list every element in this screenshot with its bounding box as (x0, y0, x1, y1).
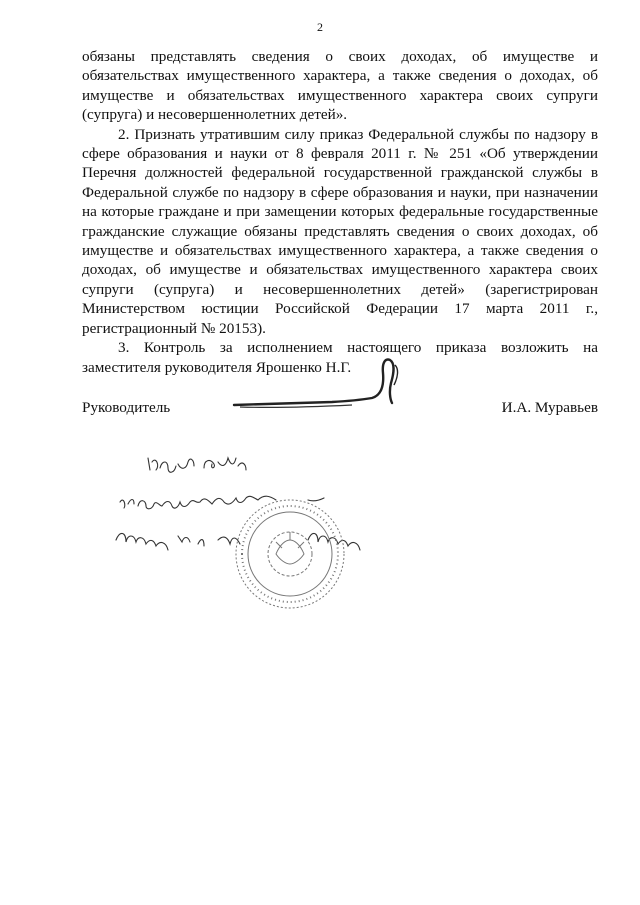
document-body (82, 47, 598, 377)
signature-block (82, 399, 598, 419)
page-number: 2 (317, 20, 323, 34)
signatory-title: Руководитель (82, 399, 171, 416)
signatory-name: И.А. Муравьев (501, 399, 598, 416)
official-seal-icon (232, 496, 348, 612)
paragraph-item-2: 2. Признать утратившим силу приказ Федеральной службы по надзору в сфере образования и науки от 8 февраля 2011 г. № 251 «Об утверждении Перечня должностей федеральной государственной гражданской службы в Федеральной службе по надзору в сфере образования и науки, при назначении на которые граждане и при замещении которых федеральные государственные гражданские служащие обязаны представлять сведения о своих доходах, об имуществе и обязательствах имущественного характера, а также сведения о доходах, об имуществе и обязательствах имущественного характера своих супруги (супруга) и несовершеннолетних детей» (зарегистрирован Министерством юстиции Российской Федерации 17 марта 2011 г., регистрационный № 20153). (82, 125, 598, 337)
paragraph-continuation: обязаны представлять сведения о своих доходах, об имуществе и обязательствах имущественного характера, а также сведения о доходах, об имуществе и обязательствах имущественного характера своих супруги (супруга) и несовершеннолетних детей». (82, 48, 598, 124)
paragraph-item-3: 3. Контроль за исполнением настоящего приказа возложить на заместителя руководителя Ярошенко Н.Г. (82, 339, 598, 376)
